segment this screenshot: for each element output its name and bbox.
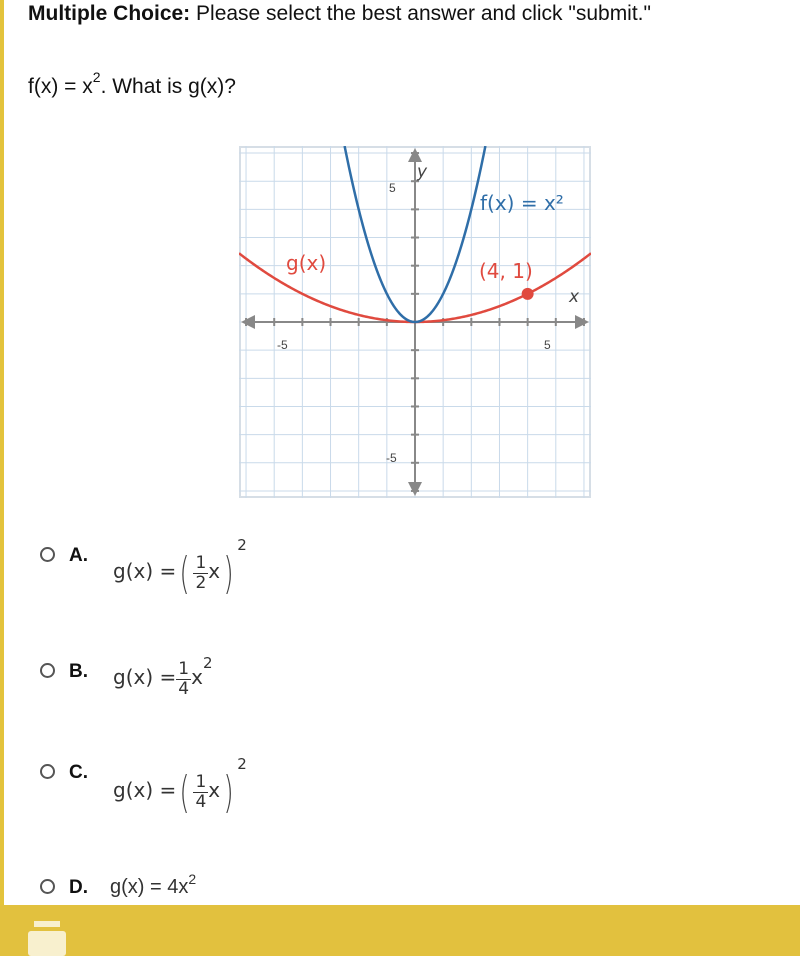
choice-b-var: x	[191, 665, 203, 689]
choice-c-letter: C.	[69, 762, 88, 783]
choice-c-radio[interactable]	[40, 764, 55, 779]
tick-label-x-neg5: -5	[277, 338, 288, 352]
choice-b-den: 4	[178, 679, 190, 699]
choice-a-lparen: (	[179, 548, 191, 599]
choice-b-num: 1	[178, 659, 190, 679]
x-axis-label: x	[569, 287, 580, 307]
function-graph	[239, 146, 591, 498]
tick-label-y-5: 5	[389, 181, 396, 195]
question-f-definition: f(x) = x	[28, 75, 93, 98]
header-instruction: Please select the best answer and click "submit."	[196, 2, 651, 25]
choice-d-radio[interactable]	[40, 879, 55, 894]
choice-c-num: 1	[195, 772, 207, 792]
print-icon[interactable]	[28, 919, 66, 956]
choice-a-fraction	[193, 554, 208, 593]
choice-b-radio[interactable]	[40, 663, 55, 678]
left-accent-bar	[0, 0, 4, 905]
choice-d-formula	[110, 871, 197, 899]
f-label: f(x) = x²	[480, 191, 564, 215]
question-prompt: . What is g(x)?	[100, 75, 236, 98]
choice-a-formula	[113, 536, 247, 599]
question-text	[28, 69, 236, 99]
choice-d[interactable]	[40, 877, 88, 899]
point-4-1	[522, 288, 534, 300]
choice-c-lparen: (	[179, 767, 191, 818]
g-label: g(x)	[286, 251, 327, 275]
choice-b-fraction	[176, 660, 191, 699]
choice-c-lhs: g(x) =	[113, 778, 177, 802]
footer-toolbar	[0, 905, 800, 956]
header-label: Multiple Choice:	[28, 2, 191, 25]
choice-a-rparen: )	[223, 548, 234, 599]
choice-c-formula	[113, 755, 247, 818]
choice-c-fraction	[193, 773, 208, 812]
choice-a-radio[interactable]	[40, 547, 55, 562]
choice-a-letter: A.	[69, 545, 88, 566]
choice-b-formula	[113, 654, 213, 699]
tick-label-x-5: 5	[544, 338, 551, 352]
choice-d-letter: D.	[69, 877, 88, 898]
point-label: (4, 1)	[479, 259, 533, 283]
choice-c[interactable]	[40, 762, 88, 784]
choice-c-den: 4	[195, 792, 207, 812]
question-exponent: 2	[92, 69, 101, 85]
tick-label-y-neg5: -5	[386, 451, 397, 465]
choice-b[interactable]	[40, 661, 88, 683]
choice-a-den: 2	[195, 573, 207, 593]
choice-a-exp: 2	[237, 536, 247, 554]
choice-d-lhs: g(x) = 4x	[110, 876, 189, 898]
choice-a-num: 1	[195, 553, 207, 573]
instructions-header	[28, 2, 651, 26]
choice-c-var: x	[208, 778, 221, 802]
choice-b-exp: 2	[202, 654, 213, 672]
choice-c-exp: 2	[237, 755, 247, 773]
choice-a[interactable]	[40, 545, 88, 567]
choice-b-letter: B.	[69, 661, 88, 682]
choice-d-exp: 2	[188, 871, 197, 887]
choice-a-var: x	[208, 559, 221, 583]
choice-b-lhs: g(x) =	[113, 665, 177, 689]
y-axis-label: y	[417, 162, 428, 182]
choice-a-lhs: g(x) =	[113, 559, 177, 583]
choice-c-rparen: )	[223, 767, 234, 818]
